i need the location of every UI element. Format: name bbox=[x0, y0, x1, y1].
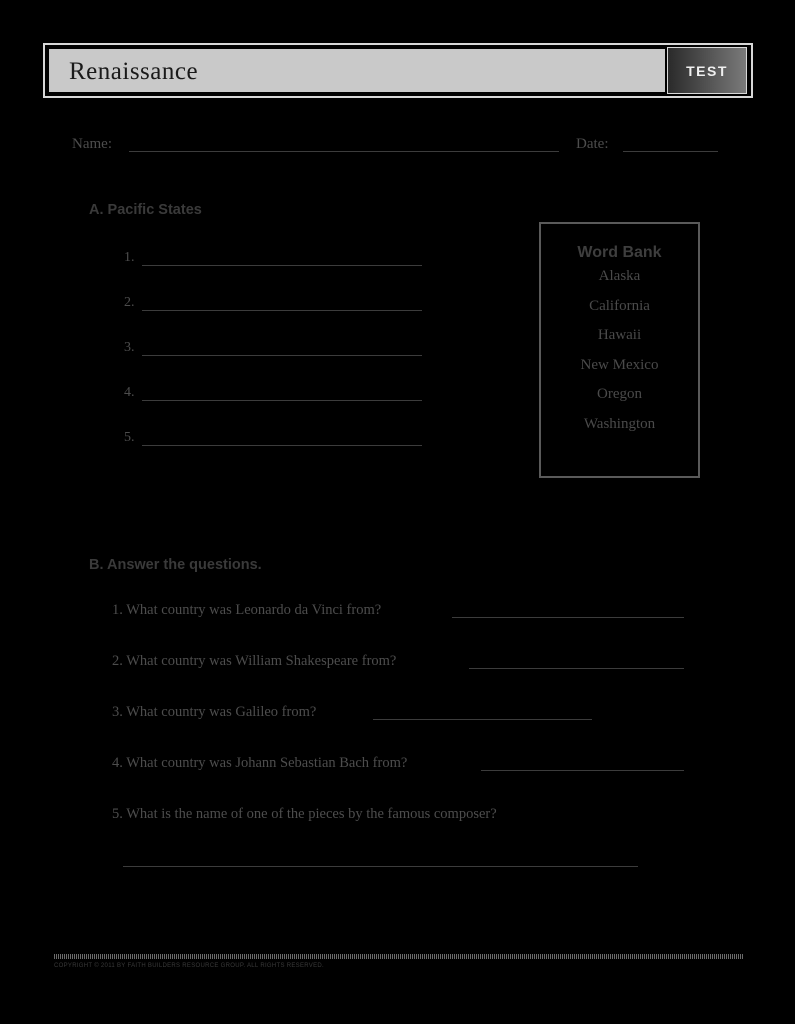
answer-line-4[interactable] bbox=[142, 400, 422, 401]
word-bank-item: Oregon bbox=[597, 386, 642, 403]
copyright-notice: COPYRIGHT © 2011 BY FAITH BUILDERS RESOURCE GROUP. ALL RIGHTS RESERVED. bbox=[54, 963, 325, 969]
word-bank-item: Hawaii bbox=[597, 327, 642, 344]
date-label: Date: bbox=[576, 136, 609, 152]
footer-barcode-strip bbox=[54, 954, 744, 959]
question-1-answer-line[interactable] bbox=[452, 617, 684, 618]
word-bank-title: Word Bank bbox=[577, 244, 662, 261]
name-label: Name: bbox=[72, 136, 112, 152]
question-2: 2. What country was William Shakespeare from? bbox=[112, 653, 397, 669]
question-4: 4. What country was Johann Sebastian Bach from? bbox=[112, 755, 408, 771]
question-4-answer-line[interactable] bbox=[481, 770, 684, 771]
answer-line-1[interactable] bbox=[142, 265, 422, 266]
page-title: Renaissance bbox=[69, 58, 199, 85]
word-bank-item: California bbox=[589, 297, 650, 314]
answer-number: 1. bbox=[124, 250, 135, 265]
section-a-title: A. Pacific States bbox=[89, 202, 202, 218]
answer-line-3[interactable] bbox=[142, 355, 422, 356]
answer-number: 3. bbox=[124, 340, 135, 355]
name-field-line[interactable] bbox=[129, 151, 559, 152]
word-bank-item: New Mexico bbox=[580, 356, 659, 373]
section-b-title: B. Answer the questions. bbox=[89, 557, 262, 573]
question-3: 3. What country was Galileo from? bbox=[112, 704, 317, 720]
date-field-line[interactable] bbox=[623, 151, 718, 152]
answer-line-2[interactable] bbox=[142, 310, 422, 311]
question-2-answer-line[interactable] bbox=[469, 668, 684, 669]
test-badge bbox=[667, 47, 747, 94]
question-3-answer-line[interactable] bbox=[373, 719, 592, 720]
question-1: 1. What country was Leonardo da Vinci from? bbox=[112, 602, 382, 618]
word-bank-item: Alaska bbox=[598, 268, 641, 284]
word-bank-item: Washington bbox=[583, 415, 656, 432]
answer-number: 5. bbox=[124, 430, 135, 445]
answer-number: 4. bbox=[124, 385, 135, 400]
word-bank bbox=[539, 222, 700, 478]
question-5-answer-line[interactable] bbox=[123, 866, 638, 867]
question-5: 5. What is the name of one of the pieces by the famous composer? bbox=[112, 806, 497, 822]
answer-line-5[interactable] bbox=[142, 445, 422, 446]
answer-number: 2. bbox=[124, 295, 135, 310]
title-banner bbox=[43, 43, 753, 98]
test-badge-label: TEST bbox=[686, 62, 728, 79]
